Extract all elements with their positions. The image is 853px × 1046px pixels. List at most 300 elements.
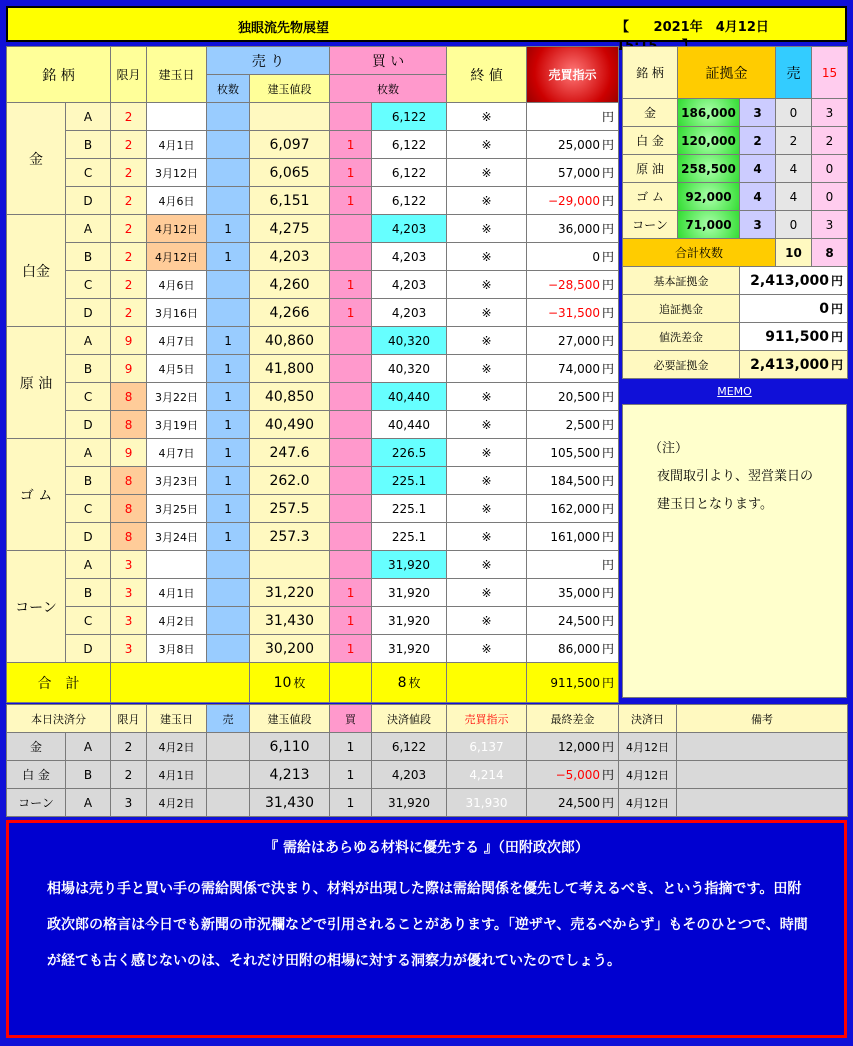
open-price: 6,097 — [269, 136, 310, 153]
margin-sell-cell — [776, 183, 812, 211]
instruction-cell[interactable] — [447, 355, 527, 383]
memo-line: 建玉日となります。 — [657, 497, 773, 512]
letter-cell — [66, 271, 111, 299]
margin-count-cell — [740, 155, 776, 183]
settle-buy: 1 — [346, 767, 355, 782]
open-price-cell — [250, 131, 330, 159]
proverb-box — [6, 820, 847, 1038]
margin-buy-cell — [812, 155, 848, 183]
contract-month: 8 — [124, 473, 133, 488]
open-price-cell — [250, 551, 330, 579]
instruction-cell[interactable] — [447, 495, 527, 523]
instruction-cell[interactable] — [447, 299, 527, 327]
instruction-mark: ※ — [481, 249, 492, 264]
open-date-cell — [147, 411, 207, 439]
settle-sdate-header: 決済日 — [631, 712, 664, 726]
proverb-title: 『 需給はあらゆる材料に優先する 』（田附政次郎） — [264, 840, 589, 856]
table-row — [7, 355, 619, 383]
close-cell — [372, 103, 447, 131]
settle-diff-header-cell — [527, 705, 619, 733]
summary-row — [623, 351, 848, 379]
open-date-cell — [147, 439, 207, 467]
diff-value: −31,500 — [547, 306, 601, 320]
sell-count: 0 — [789, 217, 798, 232]
month-cell — [111, 299, 147, 327]
settle-sell-cell — [207, 789, 250, 817]
settle-label-header-cell — [7, 705, 111, 733]
totals-sell-cell — [250, 663, 330, 703]
settle-header-row — [7, 705, 848, 733]
contract-month: 8 — [124, 417, 133, 432]
table-row — [7, 551, 619, 579]
settle-diff-cell — [527, 733, 619, 761]
sell-count-cell — [207, 607, 250, 635]
date-time: 2021年 4月12日 — [653, 20, 769, 35]
brand-cell — [7, 439, 66, 551]
sell-count-cell — [207, 467, 250, 495]
instruction-cell[interactable] — [447, 579, 527, 607]
diff-value: 57,000 — [558, 166, 601, 180]
margin-amount-cell — [678, 183, 740, 211]
contract-month: 8 — [124, 529, 133, 544]
diff-cell — [527, 439, 619, 467]
summary-label: 基本証拠金 — [653, 274, 709, 288]
open-price: 31,430 — [265, 612, 315, 629]
open-date: 3月16日 — [155, 306, 199, 320]
contract-letter: D — [83, 641, 93, 656]
contract-month: 2 — [124, 109, 133, 124]
settle-inst: 31,930 — [465, 795, 508, 810]
settle-brand-cell — [7, 761, 66, 789]
buy-count: 1 — [346, 277, 355, 292]
yen-unit: 円 — [601, 796, 614, 810]
open-price-cell — [250, 187, 330, 215]
contract-month: 9 — [124, 445, 133, 460]
instruction-cell[interactable] — [447, 327, 527, 355]
instruction-mark: ※ — [481, 473, 492, 488]
margin-brand-cell — [623, 183, 678, 211]
sell-count: 1 — [224, 529, 232, 544]
col-brand-header: 銘 柄 — [42, 67, 75, 84]
open-date: 3月12日 — [155, 166, 199, 180]
totals-row — [7, 663, 619, 703]
contract-letter: A — [83, 557, 93, 572]
close-cell — [372, 299, 447, 327]
count-unit: 枚 — [293, 676, 306, 690]
settle-buy-header: 買 — [345, 712, 356, 726]
settle-price: 4,213 — [269, 766, 310, 783]
total-buy: 8 — [825, 245, 834, 260]
instruction-cell[interactable] — [447, 131, 527, 159]
yen-unit: 円 — [830, 302, 843, 316]
letter-cell — [66, 103, 111, 131]
contract-letter: A — [83, 109, 93, 124]
month-cell — [111, 271, 147, 299]
buy-header — [330, 47, 447, 75]
sell-count: 1 — [224, 473, 232, 488]
yen-unit: 円 — [602, 614, 615, 628]
letter-cell — [66, 551, 111, 579]
margin-count: 3 — [753, 217, 762, 232]
diff-cell — [527, 523, 619, 551]
open-price: 4,260 — [269, 276, 310, 293]
open-price-cell — [250, 523, 330, 551]
open-date-cell — [147, 187, 207, 215]
month-cell — [111, 131, 147, 159]
settle-sdate-cell — [619, 733, 677, 761]
settle-month-cell — [111, 733, 147, 761]
contract-letter: A — [83, 445, 93, 460]
sell-count: 4 — [789, 161, 798, 176]
total-count-label-cell — [623, 239, 776, 267]
margin-count-cell — [740, 183, 776, 211]
table-row — [7, 327, 619, 355]
yen-unit: 円 — [602, 166, 615, 180]
contract-month: 8 — [124, 501, 133, 516]
margin-amount-cell — [678, 127, 740, 155]
col-close-header: 終 値 — [470, 67, 503, 84]
instruction-mark: ※ — [481, 305, 492, 320]
sell-count: 1 — [224, 333, 232, 348]
buy-count: 0 — [825, 189, 834, 204]
open-date-cell — [147, 355, 207, 383]
settle-date-cell — [147, 761, 207, 789]
open-date-cell — [147, 635, 207, 663]
instruction-cell[interactable] — [447, 635, 527, 663]
header-bar — [6, 6, 847, 42]
open-price-cell — [250, 495, 330, 523]
buy-count: 3 — [825, 105, 834, 120]
open-price: 6,151 — [269, 192, 310, 209]
settle-sdate-cell — [619, 789, 677, 817]
sell-header — [207, 47, 330, 75]
buy-count: 1 — [346, 613, 355, 628]
buy-count-cell — [330, 579, 372, 607]
open-price-cell — [250, 271, 330, 299]
settle-brand: コーン — [18, 796, 54, 810]
diff-value: 24,500 — [558, 614, 601, 628]
settle-date: 4月1日 — [158, 768, 195, 782]
open-price: 6,065 — [269, 164, 310, 181]
buy-count: 1 — [346, 165, 355, 180]
summary-value-cell — [740, 323, 848, 351]
yen-unit: 円 — [602, 278, 615, 292]
month-cell — [111, 607, 147, 635]
col-buy-count-header: 枚数 — [377, 82, 400, 96]
open-date: 4月1日 — [158, 586, 195, 600]
margin-header: 証拠金 — [705, 65, 748, 82]
margin-row — [623, 183, 848, 211]
yen-unit: 円 — [602, 362, 615, 376]
open-price-cell — [250, 439, 330, 467]
instruction-cell[interactable] — [447, 467, 527, 495]
yen-unit: 円 — [602, 446, 615, 460]
table-row — [7, 467, 619, 495]
margin-limit-cell — [812, 47, 848, 99]
memo-link[interactable]: MEMO — [717, 385, 752, 398]
letter-cell — [66, 523, 111, 551]
margin-amount-cell — [678, 155, 740, 183]
instruction-cell[interactable] — [447, 271, 527, 299]
instruction-cell[interactable] — [447, 215, 527, 243]
settle-settle-cell — [372, 761, 447, 789]
margin-count-cell — [740, 211, 776, 239]
margin-buy-cell — [812, 99, 848, 127]
sell-count: 0 — [789, 105, 798, 120]
margin-brand-header — [623, 47, 678, 99]
letter-cell — [66, 355, 111, 383]
settle-buy: 1 — [346, 795, 355, 810]
month-cell — [111, 495, 147, 523]
buy-count: 2 — [825, 133, 834, 148]
table-row — [7, 187, 619, 215]
diff-cell — [527, 467, 619, 495]
open-price: 41,800 — [265, 360, 315, 377]
close-cell — [372, 467, 447, 495]
margin-row — [623, 99, 848, 127]
letter-cell — [66, 299, 111, 327]
close-cell — [372, 243, 447, 271]
instruction-mark: ※ — [481, 277, 492, 292]
margin-amount: 71,000 — [685, 217, 732, 232]
instruction-cell[interactable] — [447, 439, 527, 467]
close-price: 226.5 — [391, 445, 427, 460]
month-cell — [111, 551, 147, 579]
summary-value-cell — [740, 351, 848, 379]
brand-cell — [7, 551, 66, 663]
buy-count-cell — [330, 523, 372, 551]
diff-cell — [527, 355, 619, 383]
instruction-cell[interactable] — [447, 551, 527, 579]
totals-spacer — [111, 663, 250, 703]
instruction-cell[interactable] — [447, 243, 527, 271]
open-price: 262.0 — [269, 472, 310, 489]
open-price-cell — [250, 299, 330, 327]
open-date-cell — [147, 131, 207, 159]
open-date-cell — [147, 215, 207, 243]
margin-buy-cell — [812, 211, 848, 239]
brand-name: 原 油 — [19, 375, 53, 392]
settle-diff: 12,000 — [557, 740, 600, 754]
open-price-cell — [250, 103, 330, 131]
close-cell — [372, 215, 447, 243]
close-price: 40,320 — [388, 361, 431, 376]
close-price: 40,320 — [388, 333, 431, 348]
instruction-cell[interactable] — [447, 383, 527, 411]
instruction-cell[interactable] — [447, 159, 527, 187]
open-date-cell — [147, 243, 207, 271]
diff-value: 162,000 — [550, 502, 601, 516]
contract-letter: C — [83, 389, 93, 404]
close-price: 4,203 — [391, 277, 427, 292]
open-date-cell — [147, 383, 207, 411]
month-cell — [111, 159, 147, 187]
buy-count-cell — [330, 131, 372, 159]
summary-value: 0 — [819, 301, 829, 317]
close-cell — [372, 159, 447, 187]
settle-inst-header: 売買指示 — [464, 712, 509, 726]
memo-line: 夜間取引より、翌営業日の — [657, 469, 814, 484]
settle-buy-cell — [330, 733, 372, 761]
instruction-cell[interactable] — [447, 607, 527, 635]
summary-value-cell — [740, 267, 848, 295]
buy-count-cell — [330, 187, 372, 215]
totals-label-cell — [7, 663, 111, 703]
open-price: 31,220 — [265, 584, 315, 601]
settle-month-header: 限月 — [117, 712, 140, 726]
totals-spacer — [447, 663, 527, 703]
summary-value: 2,413,000 — [750, 273, 829, 289]
close-price: 225.1 — [391, 501, 427, 516]
sell-count-header — [207, 75, 250, 103]
month-cell — [111, 383, 147, 411]
instruction-cell[interactable] — [447, 103, 527, 131]
close-cell — [372, 635, 447, 663]
close-price: 31,920 — [388, 585, 431, 600]
total-buy-cell — [812, 239, 848, 267]
yen-unit: 円 — [602, 222, 615, 236]
table-row — [7, 383, 619, 411]
open-price: 30,200 — [265, 640, 315, 657]
open-price: 257.5 — [269, 500, 310, 517]
margin-amount-cell — [678, 99, 740, 127]
yen-unit: 円 — [602, 642, 615, 656]
settle-price-header-cell — [250, 705, 330, 733]
summary-row — [623, 323, 848, 351]
instruction-mark: ※ — [481, 137, 492, 152]
settle-buy-cell — [330, 789, 372, 817]
yen-unit: 円 — [602, 306, 615, 320]
yen-unit: 円 — [602, 390, 615, 404]
buy-count-cell — [330, 495, 372, 523]
instruction-mark: ※ — [481, 557, 492, 572]
contract-letter: D — [83, 193, 93, 208]
sell-count-cell — [207, 439, 250, 467]
margin-brand: ゴ ム — [636, 190, 664, 204]
settle-diff-cell — [527, 789, 619, 817]
margin-sell-cell — [776, 155, 812, 183]
close-price: 4,203 — [391, 305, 427, 320]
margin-brand-cell — [623, 155, 678, 183]
close-price: 6,122 — [391, 137, 427, 152]
margin-amount-cell — [678, 211, 740, 239]
diff-cell — [527, 383, 619, 411]
table-row — [7, 439, 619, 467]
settle-inst: 4,214 — [469, 767, 504, 782]
table-row — [7, 495, 619, 523]
settle-settle-header-cell — [372, 705, 447, 733]
buy-count-cell — [330, 159, 372, 187]
settle-row — [7, 789, 848, 817]
col-open-date-header: 建玉日 — [158, 68, 195, 82]
margin-row — [623, 127, 848, 155]
buy-count-cell — [330, 299, 372, 327]
open-date: 3月24日 — [155, 530, 199, 544]
settle-price: 6,110 — [269, 738, 310, 755]
margin-count: 4 — [753, 189, 762, 204]
yen-unit: 円 — [602, 194, 615, 208]
yen-unit: 円 — [830, 330, 843, 344]
open-price-cell — [250, 383, 330, 411]
settle-settle-header: 決済値段 — [387, 712, 431, 726]
close-price: 40,440 — [388, 389, 431, 404]
brand-cell — [7, 215, 66, 327]
sell-count-cell — [207, 579, 250, 607]
open-date-cell — [147, 103, 207, 131]
settle-settle-cell — [372, 733, 447, 761]
open-price-cell — [250, 327, 330, 355]
diff-cell — [527, 187, 619, 215]
summary-value-cell — [740, 295, 848, 323]
buy-count-cell — [330, 467, 372, 495]
settle-letter: B — [83, 767, 93, 782]
margin-count-cell — [740, 127, 776, 155]
margin-brand: コーン — [632, 218, 668, 232]
open-price: 40,860 — [265, 332, 315, 349]
yen-unit: 円 — [602, 530, 615, 544]
settle-price-header: 建玉値段 — [267, 712, 312, 726]
col-buy-header: 買 い — [371, 53, 405, 70]
contract-letter: B — [83, 137, 93, 152]
close-price: 31,920 — [388, 613, 431, 628]
month-cell — [111, 103, 147, 131]
diff-value: 74,000 — [558, 362, 601, 376]
buy-count-cell — [330, 607, 372, 635]
totals-diff: 911,500 — [550, 676, 601, 690]
letter-cell — [66, 159, 111, 187]
settle-month-cell — [111, 789, 147, 817]
open-date-cell — [147, 551, 207, 579]
instruction-header — [527, 47, 619, 103]
yen-unit: 円 — [602, 138, 615, 152]
table-row — [7, 299, 619, 327]
instruction-mark: ※ — [481, 641, 492, 656]
diff-cell — [527, 551, 619, 579]
settle-letter-cell — [66, 761, 111, 789]
close-cell — [372, 607, 447, 635]
contract-letter: C — [83, 501, 93, 516]
instruction-cell[interactable] — [447, 523, 527, 551]
col-open-price-header: 建玉値段 — [267, 82, 312, 96]
contract-month: 3 — [124, 641, 133, 656]
contract-month: 3 — [124, 557, 133, 572]
diff-value: 0 — [592, 250, 601, 264]
sell-count-cell — [207, 243, 250, 271]
instruction-cell[interactable] — [447, 187, 527, 215]
month-cell — [111, 523, 147, 551]
buy-count: 0 — [825, 161, 834, 176]
table-row — [7, 159, 619, 187]
open-price-cell — [250, 215, 330, 243]
contract-letter: C — [83, 277, 93, 292]
contract-letter: D — [83, 305, 93, 320]
brand-name: ゴ ム — [19, 487, 53, 504]
sell-count-cell — [207, 131, 250, 159]
buy-count-cell — [330, 215, 372, 243]
sell-count-cell — [207, 355, 250, 383]
letter-cell — [66, 635, 111, 663]
close-cell — [372, 271, 447, 299]
proverb-body: 相場は売り手と買い手の需給関係で決まり、材料が出現した際は需給関係を優先して考えるべき、という指摘です。田附政次郎の格言は今日でも新聞の市況欄などで引用されることがあります。「逆ザヤ、売るべからず」もそのひとつで、時間が経ても古く感じないのは、それだけ田附の相場に対する洞察力が優れていたのでしょう。 — [47, 881, 808, 969]
open-price: 40,490 — [265, 416, 315, 433]
margin-amount: 186,000 — [681, 105, 736, 120]
settle-settle-cell — [372, 789, 447, 817]
instruction-mark: ※ — [481, 613, 492, 628]
instruction-cell[interactable] — [447, 411, 527, 439]
margin-count-cell — [740, 99, 776, 127]
letter-cell — [66, 131, 111, 159]
sell-count-cell — [207, 523, 250, 551]
